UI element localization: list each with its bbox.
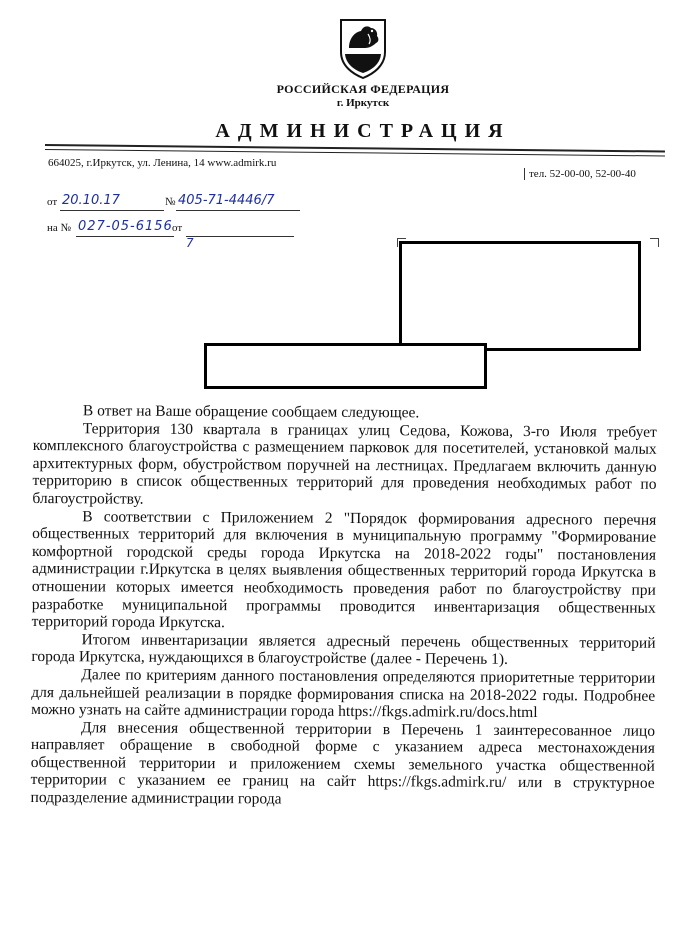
outgoing-number: 405-71-4446/7 [178, 193, 275, 208]
number-label: № [165, 196, 176, 208]
from-label: от [47, 196, 58, 208]
reply-number: 027-05-6156 [78, 219, 173, 234]
letter-paragraph: В ответ на Ваше обращение сообщаем следующее. [82, 402, 420, 422]
date-underline [60, 210, 164, 211]
postal-address: 664025, г.Иркутск, ул. Ленина, 14 www.admirk.ru [48, 157, 277, 169]
address-block-corner-right [650, 238, 659, 247]
reply-number-underline [76, 236, 174, 237]
number-underline [176, 210, 300, 211]
letter-paragraph: Далее по критериям данного постановления определяются приоритетные территории для дальнейшей реализации в порядке формирования списка на 2018-2022 годы. Подробнее можно узнать на сайте администрации города https://fkgs.admirk.ru/docs.html [31, 666, 656, 722]
letter-paragraph: Итогом инвентаризации является адресный перечень общественных территорий города Иркутска, нуждающихся в благоустройстве (далее - Перечень 1). [31, 631, 656, 669]
letter-paragraph: В соответствии с Приложением 2 "Порядок формирования адресного перечня общественных территорий для включения в муниципальную программу "Формирование комфортной городской среды города Иркутска на 2018-2022 годы" постановления администрации г.Иркутска в целях выявления общественных территорий города Иркутска в отношении которых имеется необходимость проведения работ по благоустройству при разработке муниципальной программы проводится инвентаризация общественных территорий города Иркутска. [31, 507, 657, 632]
letter-body [31, 402, 657, 810]
phone-numbers: тел. 52-00-00, 52-00-40 [524, 168, 636, 180]
country-name: РОССИЙСКАЯ ФЕДЕРАЦИЯ [276, 82, 450, 96]
outgoing-date: 20.10.17 [62, 193, 120, 208]
reply-label: на № [47, 222, 72, 234]
letter-paragraph: Для внесения общественной территории в Перечень 1 заинтересованное лицо направляет обращение в свободной форме с указанием адреса местонахождения общественной территории и приложением схемы земельного участка общественной территории с указанием ее границ на сайт https://fkgs.admirk.ru/ или в структурное подразделение администрации города [30, 718, 656, 808]
letterhead-title: АДМИНИСТРАЦИЯ [215, 120, 511, 142]
reply-suffix: 7 [186, 236, 194, 250]
header-divider-thick [45, 144, 665, 152]
city-name: г. Иркутск [336, 97, 390, 109]
reply-from-label: от [172, 222, 183, 234]
redacted-recipient-block [399, 241, 641, 351]
reply-date-underline [186, 236, 294, 237]
redacted-recipient-name [204, 343, 487, 389]
letter-paragraph: Территория 130 квартала в границах улиц Седова, Кожова, 3-го Июля требует комплексного благоустройства с размещением парковок для посетителей, установкой малых архитектурных форм, обустройством поручней на лестницах. Предлагаем включить данную территорию в список общественных территорий для проведения необходимых работ по благоустройству. [32, 419, 657, 508]
city-coat-of-arms-emblem [335, 14, 391, 80]
